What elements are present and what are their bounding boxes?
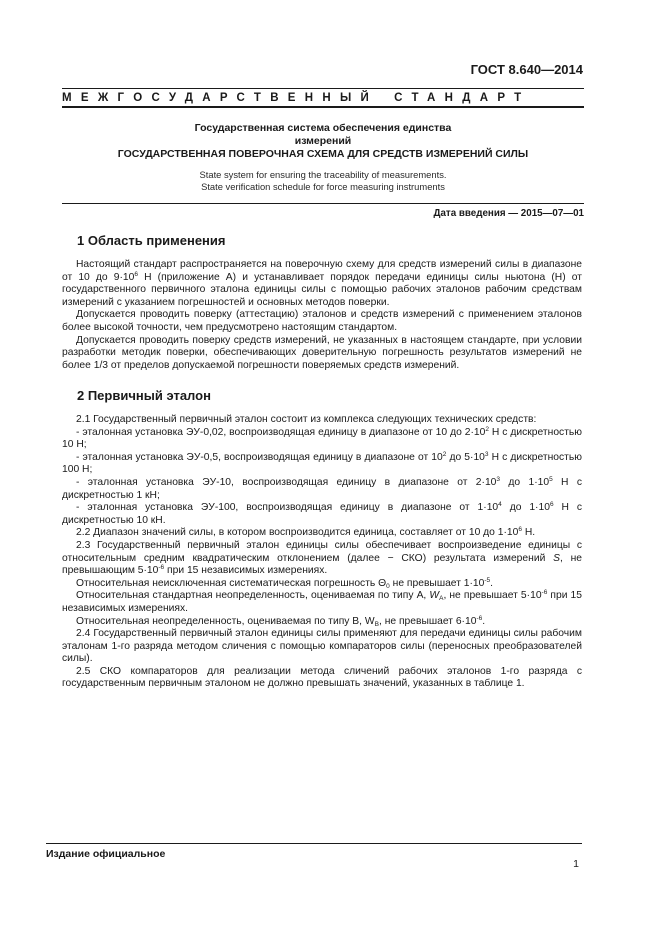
doc-code: ГОСТ 8.640—2014 (470, 62, 583, 77)
footer-rule (46, 843, 582, 844)
list-item: - эталонная установка ЭУ-0,5, воспроизводящая единицу в диапазоне от $10^2$ до $5\cdot 10^3$ Н с дискретностью 100 Н; (62, 450, 582, 476)
banner-rule-top (62, 88, 584, 89)
english-title-line-2: State verification schedule for force measuring instruments (201, 181, 445, 192)
title-line-3: ГОСУДАРСТВЕННАЯ ПОВЕРОЧНАЯ СХЕМА ДЛЯ СРЕДСТВ ИЗМЕРЕНИЙ СИЛЫ (117, 148, 529, 160)
section-2-heading: 2 Первичный эталон (77, 388, 211, 403)
list-item: - эталонная установка ЭУ-0,02, воспроизводящая единицу в диапазоне от 10 до $2\cdot 10^2$ Н с дискретностью 10 Н; (62, 425, 582, 451)
paragraph: Допускается проводить поверку (аттестацию) эталонов и средств измерений с применением эталонов более высокой точности, чем предусмотрено настоящим стандартом. (62, 309, 582, 333)
page-number: 1 (573, 858, 579, 870)
paragraph: Настоящий стандарт распространяется на поверочную схему для средств измерений силы в диапазоне от 10 до $9\cdot 10^6$ Н (приложение А) и устанавливает порядок передачи единицы силы ньютона (Н) от государственного первичного эталона единицы силы с помощью рабочих эталонов рабочим средствам измерений с указанием погрешностей и основных методов поверки. (62, 259, 582, 308)
standard-banner (62, 92, 584, 104)
title-line-1: Государственная система обеспечения единства (194, 122, 452, 134)
section-1-body (62, 259, 582, 372)
document-title (62, 122, 584, 161)
paragraph: Относительная неопределенность, оцениваемая по типу В, $W_B$, не превышает $6\cdot 10^{-6}$. (76, 614, 486, 628)
paragraph: Допускается проводить поверку средств измерений, не указанных в настоящем стандарте, при условии разработки методик поверки, обеспечивающих доверительную погрешность результатов измерений не более 1/3 от пределов допускаемой погрешности поверяемых средств измерений. (62, 334, 582, 371)
list-item: - эталонная установка ЭУ-10, воспроизводящая единицу в диапазоне от $2\cdot 10^3$ до $1\cdot 10^5$ Н с дискретностью 1 кН; (62, 475, 582, 501)
paragraph: 2.1 Государственный первичный эталон состоит из комплекса следующих технических средств: (76, 414, 537, 425)
english-title (62, 169, 584, 193)
english-title-line-1: State system for ensuring the traceability of measurements. (199, 169, 447, 180)
section-2-body (62, 414, 582, 691)
banner-word-2: СТАНДАРТ (394, 92, 531, 104)
paragraph: Относительная неисключенная систематическая погрешность $\Theta_0$ не превышает $1\cdot 10^{-5}$. (76, 576, 494, 590)
banner-rule-bottom (62, 106, 584, 108)
title-line-2: измерений (294, 135, 352, 147)
paragraph: 2.4 Государственный первичный эталон единицы силы применяют для передачи единицы силы рабочим эталонам 1-го разряда методом сличения с помощью компараторов силы (переносных преобразователей силы). (62, 628, 582, 665)
section-1-heading: 1 Область применения (77, 233, 226, 248)
paragraph: Относительная стандартная неопределенность, оцениваемая по типу А, $W_A$, не превышает $5\cdot 10^{-6}$ при 15 независимых измерениях. (62, 589, 582, 614)
edition-label: Издание официальное (46, 848, 166, 860)
intro-date: Дата введения — 2015—07—01 (433, 208, 584, 219)
paragraph: 2.2 Диапазон значений силы, в котором воспроизводится единица, составляет от 10 до $1\cdot 10^6$ Н. (76, 526, 536, 539)
banner-word-1: МЕЖГОСУДАРСТВЕННЫЙ (62, 92, 379, 104)
date-rule (62, 203, 584, 204)
list-item: - эталонная установка ЭУ-100, воспроизводящая единицу в диапазоне от $1\cdot 10^4$ до $1\cdot 10^6$ Н с дискретностью 10 кН. (62, 501, 582, 526)
paragraph: 2.3 Государственный первичный эталон единицы силы обеспечивает воспроизведение единицы с относительным средним квадратическим отклонением (далее − СКО) результата измерений S, не превышающим $5\cdot 10^{-6}$ при 15 независимых измерениях. (62, 539, 583, 577)
paragraph: 2.5 СКО компараторов для реализации метода сличений рабочих эталонов 1-го разряда с государственным первичным эталоном не должно превышать значений, указанных в таблице 1. (62, 665, 582, 690)
